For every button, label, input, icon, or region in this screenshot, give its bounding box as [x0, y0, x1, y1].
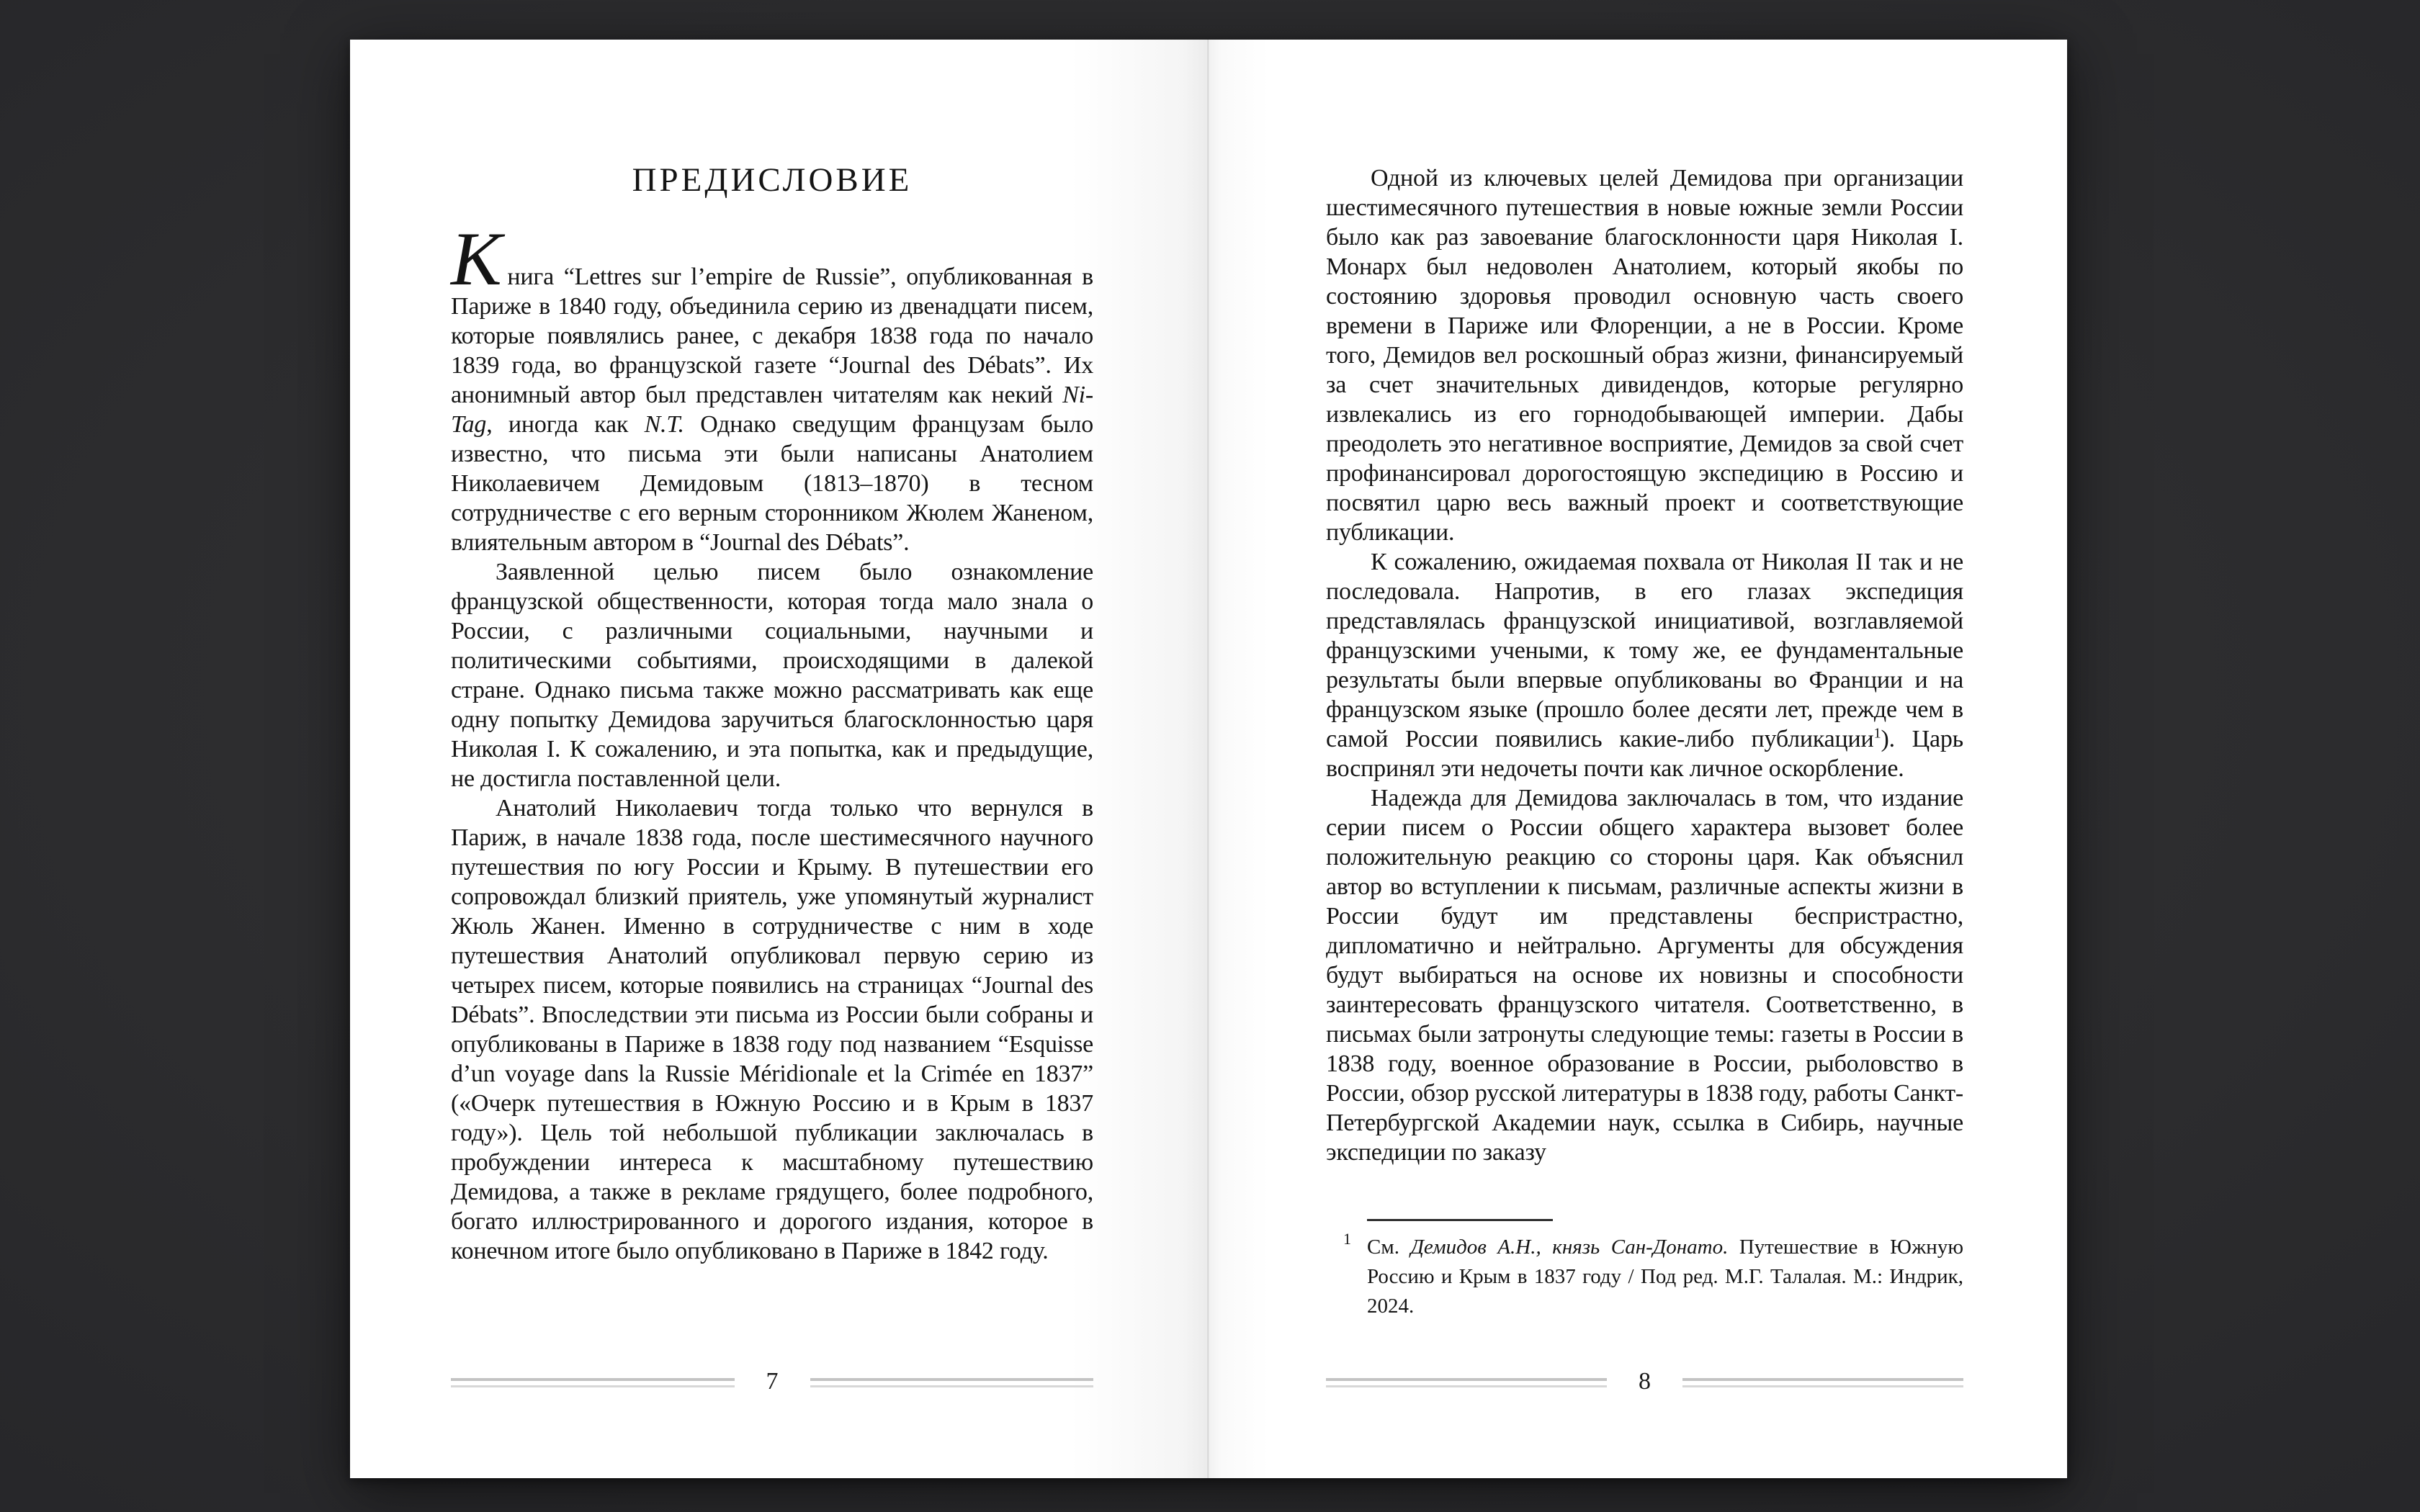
- text-segment: Ni-Tag: [451, 382, 1093, 438]
- text-segment: N.T.: [644, 411, 684, 438]
- text-segment: , иногда как: [486, 411, 645, 438]
- page-gutter: [1207, 40, 1209, 1478]
- footer-rule-right: [810, 1378, 1094, 1387]
- footer-rule-right: [1682, 1378, 1963, 1387]
- drop-cap-initial: К: [451, 217, 502, 301]
- page-left: [350, 40, 1209, 1478]
- footnote-marker: 1: [1343, 1230, 1351, 1248]
- right-page-body: [1326, 163, 1963, 1167]
- footer-rule-left: [451, 1378, 735, 1387]
- paragraph: [451, 217, 1093, 557]
- text-segment: Однако сведущим французам было известно, что письма эти были написаны Анатолием Николаевичем Демидовым (1813–1870) в тесном сотрудничестве с его верным сторонником Жюлем Жаненом, влиятельным автором в “Journal des Débats”.: [451, 411, 1093, 556]
- paragraph: [451, 793, 1093, 1266]
- left-page-footer: [451, 1369, 1093, 1396]
- left-text-column: [451, 40, 1093, 1266]
- page-number-left: 7: [766, 1368, 779, 1395]
- page-right: [1209, 40, 2067, 1478]
- right-page-footer: [1326, 1369, 1963, 1396]
- footnote-text: [1367, 1233, 1963, 1321]
- text-segment: Надежда для Демидова заключалась в том, что издание серии писем о России общего характера вызовет более положительную реакцию со стороны царя. Как объяснил автор во вступлении к письмам, различные аспекты жизни в России будут им представлены беспристрастно, дипломатично и нейтрально. Аргументы для обсуждения будут выбираться на основе их новизны и способности заинтересовать французского читателя. Соответственно, в письмах были затронуты следующие темы: газеты в России в 1838 году, военное образование в России, рыболовство в России, обзор русской литературы в 1838 году, работы Санкт-Петербургской Академии наук, ссылка в Сибирь, научные экспедиции по заказу: [1326, 785, 1963, 1166]
- text-segment: нига “Lettres sur l’empire de Russie”, опубликованная в Париже в 1840 году, объединила серию из двенадцати писем, которые появлялись ранее, с декабря 1838 года по начало 1839 года, во французской газете “Journal des Débats”. Их анонимный автор был представлен читателям как некий: [451, 264, 1093, 408]
- paragraph: [1326, 163, 1963, 547]
- text-segment: К сожалению, ожидаемая похвала от Николая II так и не последовала. Напротив, в его глазах экспедиция представлялась французской инициативой, возглавляемой французскими учеными, к тому же, ее фундаментальные результаты были впервые опубликованы во Франции и на французском языке (прошло более десяти лет, прежде чем в самой России появились какие-либо публикации: [1326, 549, 1963, 752]
- chapter-title: ПРЕДИСЛОВИЕ: [632, 161, 913, 199]
- text-segment: Заявленной целью писем было ознакомление французской общественности, которая тогда мало знала о России, с различными социальными, научными и политическими событиями, происходящими в далекой стране. Однако письма также можно рассматривать как еще одну попытку Демидова заручиться благосклонностью царя Николая I. К сожалению, и эта попытка, как и предыдущие, не достигла поставленной цели.: [451, 559, 1093, 792]
- text-segment: Анатолий Николаевич тогда только что вернулся в Париж, в начале 1838 года, после шестимесячного научного путешествия по югу России и Крыму. В путешествии его сопровождал близкий приятель, уже упомянутый журналист Жюль Жанен. Именно в сотрудничестве с ним в ходе путешествия Анатолий опубликовал первую серию из четырех писем, которые появились на страницах “Journal des Débats”. Впоследствии эти письма из России были собраны и опубликованы в Париже в 1838 году под названием “Esquisse d’un voyage dans la Russie Méridionale et la Crimée en 1837” («Очерк путешествия в Южную Россию и в Крым в 1837 году»). Цель той небольшой публикации заключалась в пробуждении интереса к масштабному путешествию Демидова, а также в рекламе грядущего, более подробного, богато иллюстрированного и дорогого издания, которое в конечном итоге было опубликовано в Париже в 1842 году.: [451, 795, 1093, 1264]
- text-segment: Демидов А.Н., князь Сан-Донато.: [1410, 1236, 1729, 1259]
- paragraph: [1326, 783, 1963, 1167]
- page-number-right: 8: [1639, 1368, 1651, 1395]
- text-segment: ). Царь воспринял эти недочеты почти как личное оскорбление.: [1326, 726, 1963, 782]
- paragraph: [451, 557, 1093, 793]
- book-spread: [350, 40, 2067, 1478]
- text-segment: Путешествие в Южную Россию и Крым в 1837 году / Под ред. М.Г. Талалая. М.: Индрик, 2024.: [1367, 1236, 1963, 1318]
- text-segment: См.: [1367, 1236, 1411, 1259]
- footer-rule-left: [1326, 1378, 1607, 1387]
- left-page-body: [451, 217, 1093, 1266]
- text-segment: Одной из ключевых целей Демидова при организации шестимесячного путешествия в новые южные земли России было как раз завоевание благосклонности царя Николая I. Монарх был недоволен Анатолием, который якобы по состоянию здоровья проводил основную часть своего времени в Париже или Флоренции, а не в России. Кроме того, Демидов вел роскошный образ жизни, финансируемый за счет значительных дивидендов, которые регулярно извлекались из его горнодобывающей империи. Дабы преодолеть это негативное восприятие, Демидов за свой счет профинансировал дорогостоящую экспедицию в Россию и посвятил царю весь важный проект и соответствующие публикации.: [1326, 165, 1963, 546]
- footnote-reference: 1: [1873, 725, 1881, 742]
- footnote-body: [1326, 1230, 1963, 1321]
- footnote: [1326, 1219, 1963, 1321]
- paragraph: [1326, 547, 1963, 783]
- right-text-column: [1326, 40, 1963, 1167]
- footnote-separator: [1367, 1219, 1553, 1221]
